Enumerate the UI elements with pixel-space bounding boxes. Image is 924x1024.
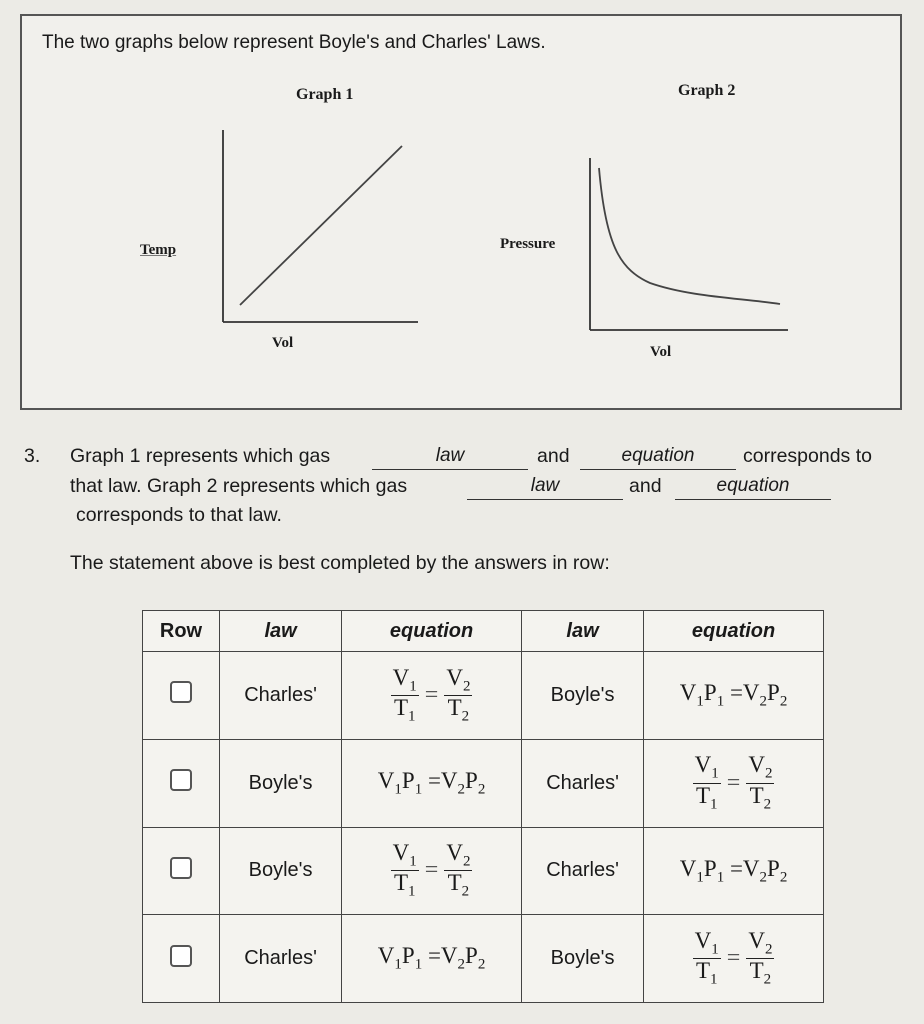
question-line1-c: corresponds to [743, 445, 872, 467]
row-2-radio[interactable] [170, 769, 192, 791]
header-law-2: law [521, 611, 643, 652]
table-header-row [143, 611, 824, 652]
statement-text: The statement above is best completed by the answers in row: [70, 552, 610, 574]
table-row [143, 739, 824, 827]
question-line2-a: that law. Graph 2 represents which gas [70, 475, 408, 497]
blank-law-1[interactable]: law [372, 442, 528, 470]
blank-law-2[interactable]: law [467, 472, 623, 500]
table-row [143, 827, 824, 915]
row-4-equation-2: $\frac{V_1}{T_1}$ = $\frac{V_2}{T_2}$ [644, 915, 824, 1003]
row-1-law-2: Boyle's [521, 652, 643, 740]
graphs-svg [0, 0, 924, 420]
row-4-law-2: Boyle's [521, 915, 643, 1003]
blank-equation-1[interactable]: equation [580, 442, 736, 470]
graph1-line [240, 146, 402, 305]
header-law-1: law [220, 611, 342, 652]
row-3-equation-1: $\frac{V_1}{T_1}$ = $\frac{V_2}{T_2}$ [342, 827, 522, 915]
graph1-ylabel: Temp [140, 242, 177, 258]
row-4-equation-1: $V_1P_1 =V_2P_2$ [342, 915, 522, 1003]
header-row: Row [143, 611, 220, 652]
row-3-law-2: Charles' [521, 827, 643, 915]
header-equation-1: equation [342, 611, 522, 652]
row-3-equation-2: $V_1P_1 =V_2P_2$ [644, 827, 824, 915]
row-1-equation-1: $\frac{V_1}{T_1}$ = $\frac{V_2}{T_2}$ [342, 652, 522, 740]
graph2-ylabel: Pressure [500, 236, 556, 252]
question-line2-b: and [629, 475, 662, 497]
graph1-title: Graph 1 [296, 86, 354, 103]
row-2-equation-2: $\frac{V_1}{T_1}$ = $\frac{V_2}{T_2}$ [644, 739, 824, 827]
graph2-title: Graph 2 [678, 82, 736, 99]
question-line1-b: and [537, 445, 570, 467]
blank-equation-2[interactable]: equation [675, 472, 831, 500]
question-line3: corresponds to that law. [76, 504, 282, 526]
row-4-radio[interactable] [170, 945, 192, 967]
question-line1-a: Graph 1 represents which gas [70, 445, 331, 467]
graph1-xlabel: Vol [272, 335, 294, 351]
row-3-law-1: Boyle's [220, 827, 342, 915]
intro-text: The two graphs below represent Boyle's and Charles' Laws. [42, 32, 546, 53]
row-2-law-1: Boyle's [220, 739, 342, 827]
row-2-law-2: Charles' [521, 739, 643, 827]
row-4-law-1: Charles' [220, 915, 342, 1003]
table-row [143, 915, 824, 1003]
header-equation-2: equation [644, 611, 824, 652]
row-1-law-1: Charles' [220, 652, 342, 740]
graph2-xlabel: Vol [650, 344, 672, 360]
table-row [143, 652, 824, 740]
answers-table [142, 610, 824, 1003]
question-number: 3. [24, 445, 41, 467]
row-2-equation-1: $V_1P_1 =V_2P_2$ [342, 739, 522, 827]
row-1-equation-2: $V_1P_1 =V_2P_2$ [644, 652, 824, 740]
row-1-radio[interactable] [170, 681, 192, 703]
row-3-radio[interactable] [170, 857, 192, 879]
graph2-curve [599, 168, 780, 304]
